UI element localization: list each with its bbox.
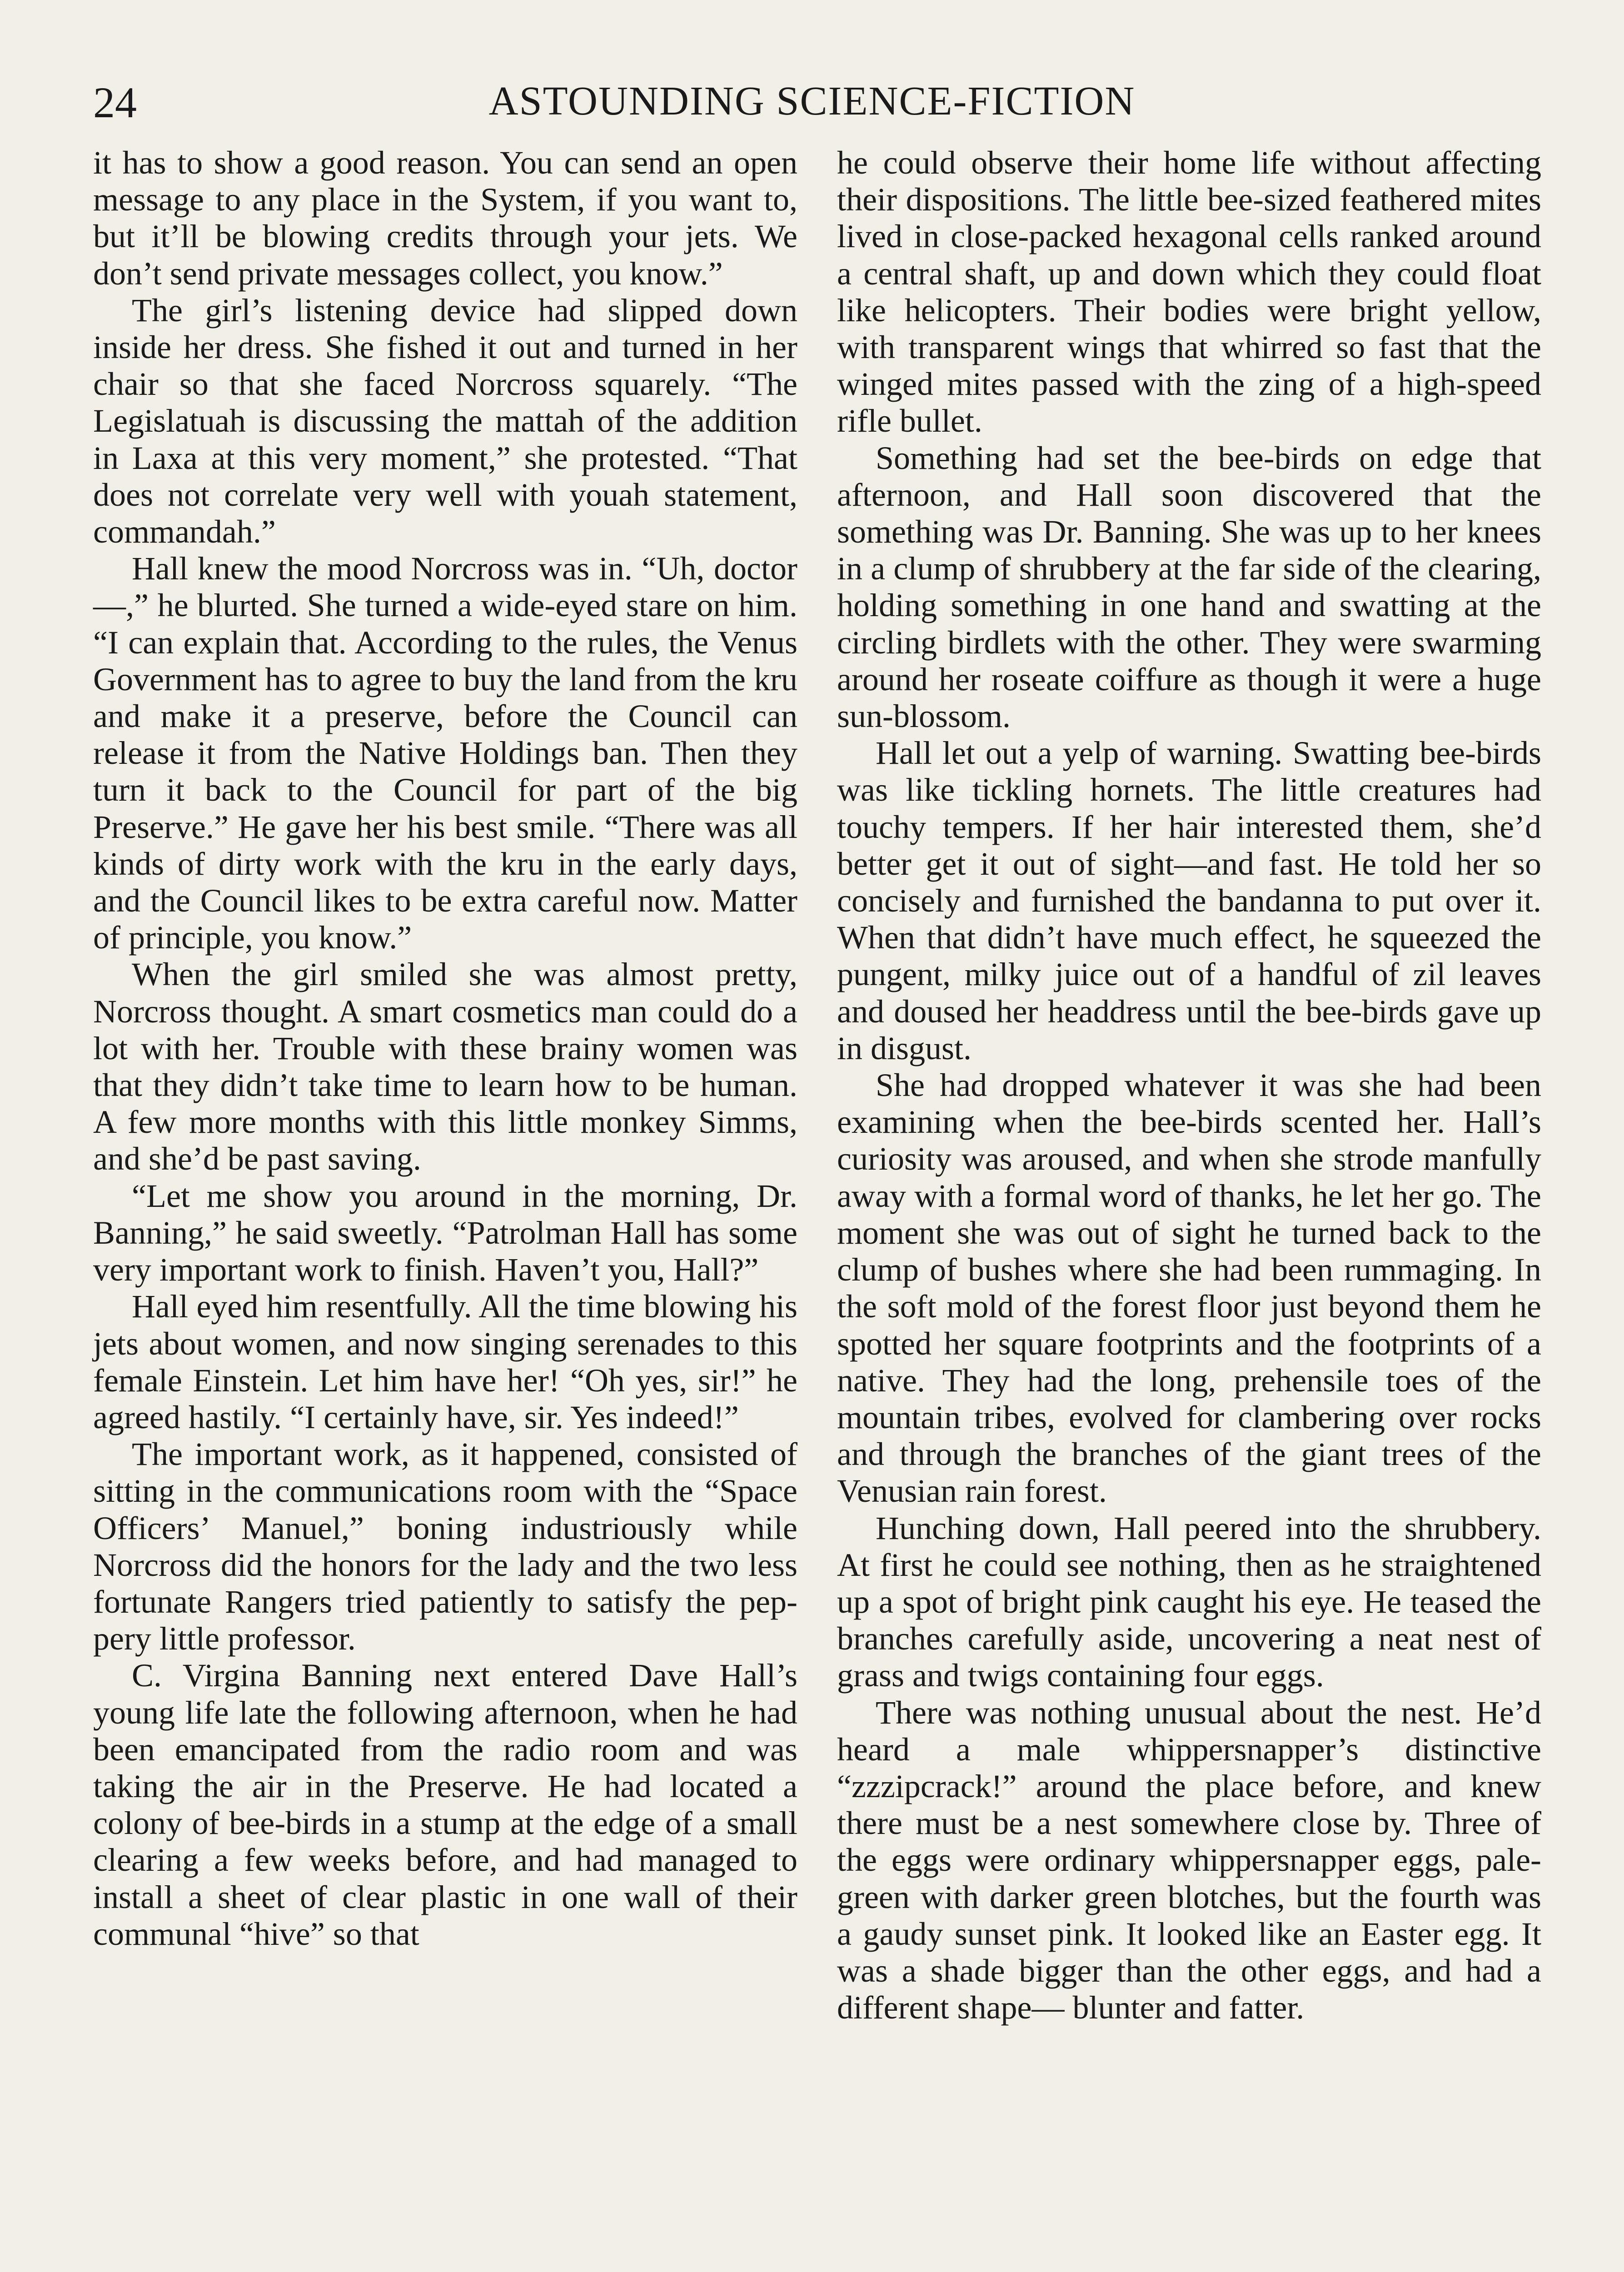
paragraph: Hunching down, Hall peered into the shrubbery. At first he could see nothing, then as he straightened up a spot of bright pink caught his eye. He teased the branches carefully aside, uncovering a neat nest of grass and twigs containing four eggs. — [837, 1510, 1541, 1694]
left-column — [93, 144, 797, 1953]
paragraph: “Let me show you around in the morning, Dr. Banning,” he said sweetly. “Patrolman Hall has some very important work to finish. Haven’t you, Hall?” — [93, 1177, 797, 1288]
paragraph: Hall let out a yelp of warning. Swatting bee-birds was like tickling hornets. The little creatures had touchy tempers. If her hair interested them, she’d better get it out of sight—and fast. He told her so concisely and furnished the bandanna to put over it. When that didn’t have much effect, he squeezed the pungent, milky juice out of a handful of zil leaves and doused her headdress until the bee-birds gave up in disgust. — [837, 735, 1541, 1066]
paragraph: he could observe their home life without affecting their dispositions. The little bee-sized feathered mites lived in close-packed hexagonal cells ranked around a central shaft, up and down which they could float like helicopters. Their bodies were bright yellow, with transparent wings that whirred so fast that the winged mites passed with the zing of a high-speed rifle bullet. — [837, 144, 1541, 439]
right-column — [837, 144, 1541, 2026]
paragraph: Something had set the bee-birds on edge that afternoon, and Hall soon discovered that the something was Dr. Banning. She was up to her knees in a clump of shrubbery at the far side of the clearing, holding something in one hand and swatting at the circling birdlets with the other. They were swarming around her roseate coiffure as though it were a huge sun-blossom. — [837, 439, 1541, 735]
paragraph: The girl’s listening device had slipped down inside her dress. She fished it out and turned in her chair so that she faced Norcross squarely. “The Legislatuah is discussing the mattah of the addition in Laxa at this very moment,” she protested. “That does not correlate very well with youah statement, commandah.” — [93, 292, 797, 550]
paragraph: There was nothing unusual about the nest. He’d heard a male whippersnapper’s distinctive “zzzipcrack!” around the place before, and knew there must be a nest somewhere close by. Three of the eggs were ordinary whippersnapper eggs, pale-green with darker green blotches, but the fourth was a gaudy sunset pink. It looked like an Easter egg. It was a shade bigger than the other eggs, and had a different shape— blunter and fatter. — [837, 1694, 1541, 2026]
paragraph: C. Virgina Banning next entered Dave Hall’s young life late the following afternoon, when he had been emancipated from the radio room and was taking the air in the Preserve. He had located a colony of bee-birds in a stump at the edge of a small clearing a few weeks before, and had managed to install a sheet of clear plastic in one wall of their communal “hive” so that — [93, 1657, 797, 1952]
running-head: ASTOUNDING SCIENCE-FICTION — [488, 79, 1136, 124]
paragraph: She had dropped whatever it was she had been examining when the bee-birds scented her. Hall’s curiosity was aroused, and when she strode manfully away with a formal word of thanks, he let her go. The moment she was out of sight he turned back to the clump of bushes where she had been rummaging. In the soft mold of the forest floor just beyond them he spotted her square footprints and the footprints of a native. They had the long, prehensile toes of the mountain tribes, evolved for clambering over rocks and through the branches of the giant trees of the Venusian rain forest. — [837, 1067, 1541, 1510]
paragraph: it has to show a good reason. You can send an open message to any place in the System, if you want to, but it’ll be blowing credits through your jets. We don’t send private messages collect, you know.” — [93, 144, 797, 292]
paragraph: When the girl smiled she was almost pretty, Norcross thought. A smart cosmetics man could do a lot with her. Trouble with these brainy women was that they didn’t take time to learn how to be human. A few more months with this little monkey Simms, and she’d be past saving. — [93, 956, 797, 1177]
paragraph: Hall eyed him resentfully. All the time blowing his jets about women, and now singing serenades to this female Einstein. Let him have her! “Oh yes, sir!” he agreed hastily. “I certainly have, sir. Yes indeed!” — [93, 1288, 797, 1435]
page-number: 24 — [93, 78, 137, 127]
paragraph: The important work, as it happened, consisted of sitting in the communications room with the “Space Officers’ Manuel,” boning industriously while Norcross did the honors for the lady and the two less fortunate Rangers tried patiently to satisfy the peppery little professor. — [93, 1436, 797, 1657]
paragraph: Hall knew the mood Norcross was in. “Uh, doctor—,” he blurted. She turned a wide-eyed stare on him. “I can explain that. According to the rules, the Venus Government has to agree to buy the land from the kru and make it a preserve, before the Council can release it from the Native Holdings ban. Then they turn it back to the Council for part of the big Preserve.” He gave her his best smile. “There was all kinds of dirty work with the kru in the early days, and the Council likes to be extra careful now. Matter of principle, you know.” — [93, 550, 797, 956]
